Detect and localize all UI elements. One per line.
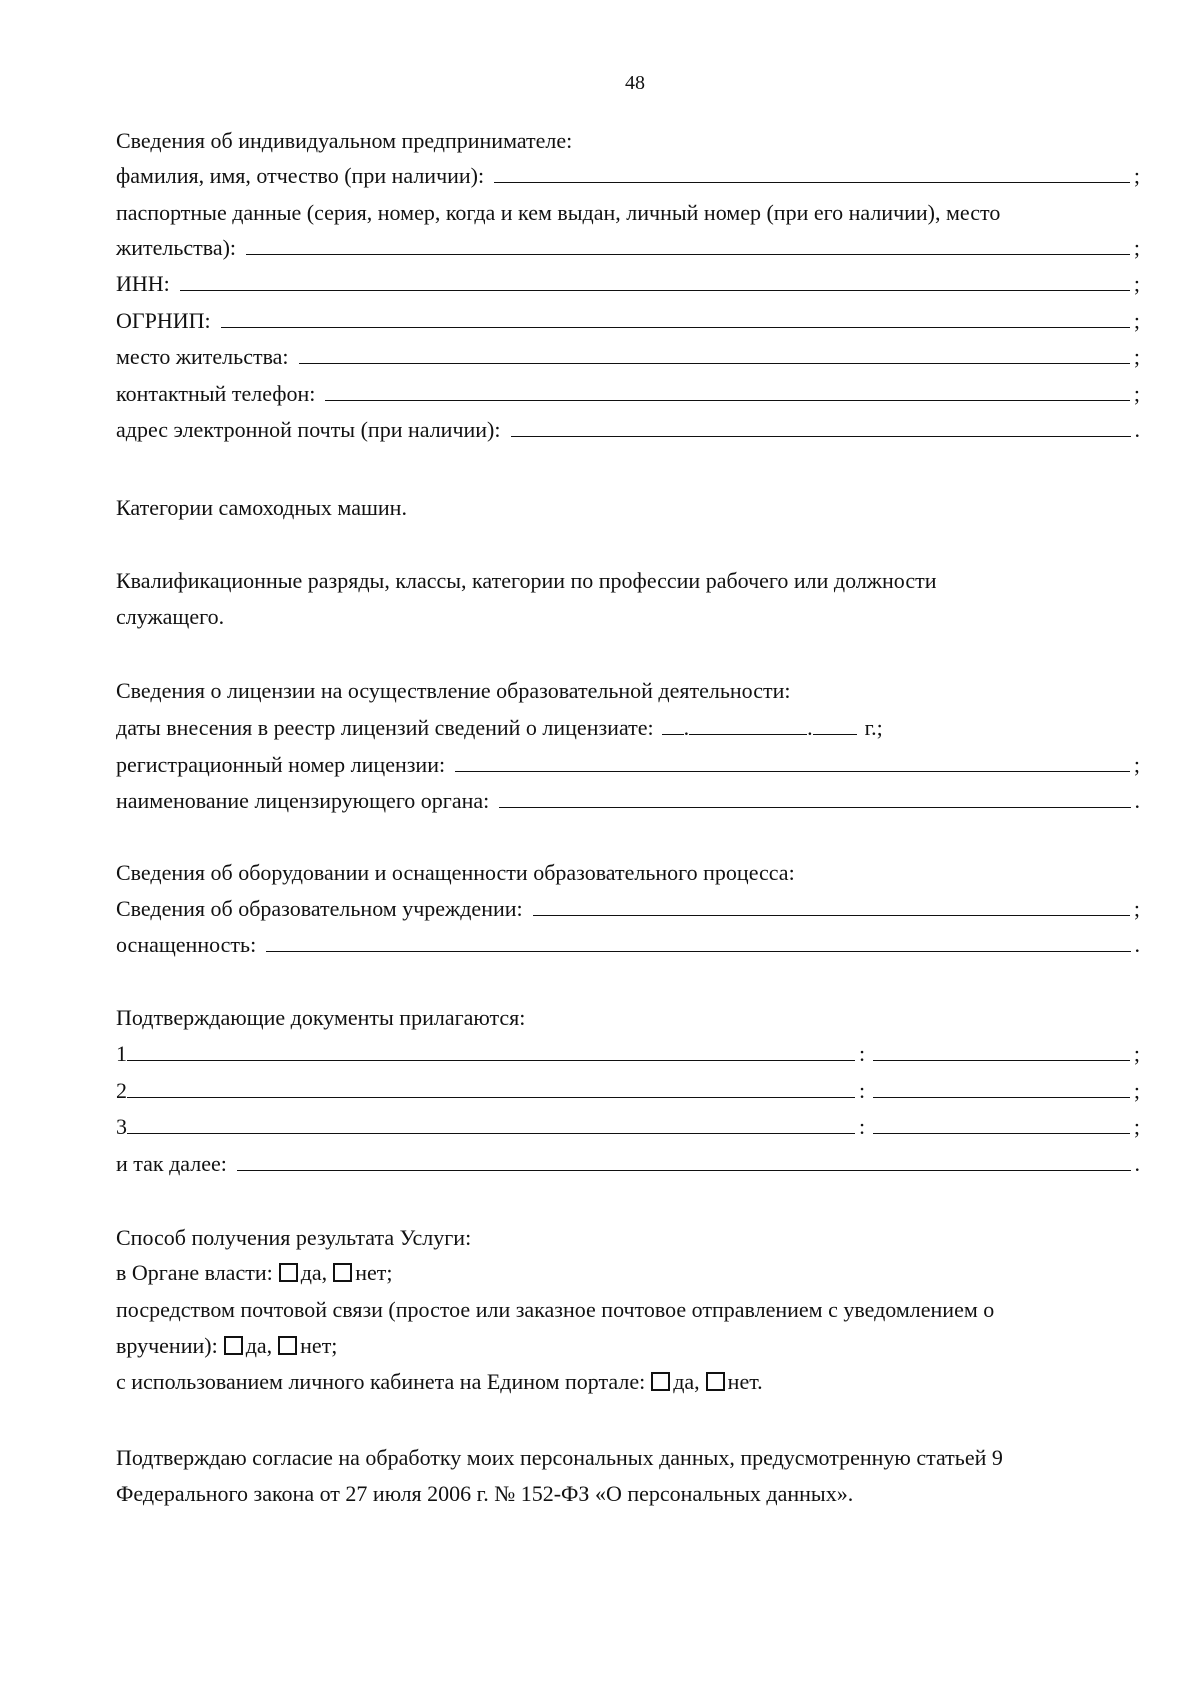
yes-label: да, [673, 1369, 700, 1394]
license-date-label: даты внесения в реестр лицензий сведений о лицензиате: [116, 715, 654, 740]
document-end: ; [1133, 1114, 1140, 1139]
email-field[interactable] [511, 414, 1131, 437]
inn-end: ; [1133, 271, 1140, 296]
consent-line-1: Подтверждаю согласие на обработку моих персональных данных, предусмотренную статьей 9 [116, 1445, 1003, 1470]
authority-option-row [116, 1260, 392, 1286]
portal-yes-checkbox[interactable] [651, 1372, 670, 1391]
license-year-field[interactable] [813, 712, 857, 735]
document-detail-field[interactable] [873, 1038, 1130, 1061]
entrepreneur-heading: Сведения об индивидуальном предпринимателе: [116, 128, 573, 153]
mail-option-label-1: посредством почтовой связи (простое или заказное почтовое отправлением с уведомлением о [116, 1297, 995, 1322]
ogrnip-row [116, 305, 1140, 341]
equipment-end: . [1134, 932, 1140, 957]
document-detail-field[interactable] [873, 1111, 1130, 1134]
residence-field[interactable] [299, 341, 1130, 364]
document-number: 3 [116, 1114, 127, 1139]
authority-yes-checkbox[interactable] [279, 1263, 298, 1282]
page-number: 48 [625, 72, 645, 94]
inn-field[interactable] [180, 268, 1130, 291]
no-label: нет; [355, 1260, 393, 1285]
license-authority-end: . [1134, 788, 1140, 813]
document-detail-field[interactable] [873, 1075, 1130, 1098]
license-authority-field[interactable] [499, 785, 1130, 808]
document-colon: : [859, 1114, 866, 1139]
phone-end: ; [1133, 381, 1140, 406]
mail-no-checkbox[interactable] [278, 1336, 297, 1355]
equipment-field[interactable] [266, 929, 1130, 952]
mail-yes-checkbox[interactable] [224, 1336, 243, 1355]
fio-end: ; [1133, 163, 1140, 188]
consent-line-2: Федерального закона от 27 июля 2006 г. № 152-ФЗ «О персональных данных». [116, 1481, 854, 1506]
email-end: . [1134, 417, 1140, 442]
passport-field[interactable] [246, 232, 1130, 255]
mail-option-row [116, 1333, 337, 1359]
document-colon: : [859, 1078, 866, 1103]
authority-no-checkbox[interactable] [333, 1263, 352, 1282]
residence-end: ; [1133, 344, 1140, 369]
fio-row [116, 160, 1140, 196]
license-day-field[interactable] [662, 712, 684, 735]
residence-row [116, 341, 1140, 377]
portal-option-row [116, 1369, 763, 1395]
institution-field[interactable] [533, 893, 1130, 916]
yes-label: да, [245, 1333, 273, 1358]
mail-option-label-2: вручении): [116, 1333, 218, 1358]
document-end: ; [1133, 1078, 1140, 1103]
email-row [116, 414, 1140, 450]
phone-field[interactable] [325, 378, 1130, 401]
inn-label: ИНН: [116, 271, 170, 296]
document-end: ; [1133, 1041, 1140, 1066]
document-name-field[interactable] [127, 1038, 855, 1061]
institution-label: Сведения об образовательном учреждении: [116, 896, 523, 921]
document-number: 1 [116, 1041, 127, 1066]
license-heading: Сведения о лицензии на осуществление образовательной деятельности: [116, 678, 791, 703]
documents-etc-end: . [1134, 1151, 1140, 1176]
passport-label-2: жительства): [116, 235, 237, 260]
license-month-field[interactable] [689, 712, 807, 735]
fio-label: фамилия, имя, отчество (при наличии): [116, 163, 485, 188]
equipment-row [116, 929, 1140, 965]
portal-no-checkbox[interactable] [706, 1372, 725, 1391]
document-name-field[interactable] [127, 1075, 855, 1098]
document-name-field[interactable] [127, 1111, 855, 1134]
document-row [116, 1111, 1140, 1147]
passport-row [116, 232, 1140, 268]
no-label: нет; [300, 1333, 338, 1358]
ogrnip-field[interactable] [221, 305, 1130, 328]
license-number-row [116, 749, 1140, 785]
phone-row [116, 378, 1140, 414]
ogrnip-end: ; [1133, 308, 1140, 333]
residence-label: место жительства: [116, 344, 289, 369]
qualification-line-2: служащего. [116, 604, 225, 629]
license-authority-label: наименование лицензирующего органа: [116, 788, 490, 813]
fio-field[interactable] [494, 160, 1130, 183]
document-colon: : [859, 1041, 866, 1066]
license-number-end: ; [1133, 752, 1140, 777]
authority-option-label: в Органе власти: [116, 1260, 273, 1285]
ogrnip-label: ОГРНИП: [116, 308, 211, 333]
no-label: нет. [727, 1369, 763, 1394]
license-date-row: даты внесения в реестр лицензий сведений о лицензиате: . . г.; [116, 712, 1140, 748]
license-number-field[interactable] [455, 749, 1130, 772]
documents-etc-field[interactable] [237, 1148, 1131, 1171]
result-heading: Способ получения результата Услуги: [116, 1225, 472, 1250]
inn-row [116, 268, 1140, 304]
equipment-label: оснащенность: [116, 932, 257, 957]
equipment-heading: Сведения об оборудовании и оснащенности образовательного процесса: [116, 860, 795, 885]
document-number: 2 [116, 1078, 127, 1103]
qualification-line-1: Квалификационные разряды, классы, категории по профессии рабочего или должности [116, 568, 937, 593]
document-row [116, 1075, 1140, 1111]
license-year-suffix: г.; [864, 715, 883, 740]
email-label: адрес электронной почты (при наличии): [116, 417, 501, 442]
documents-etc-row [116, 1148, 1140, 1184]
passport-label-1: паспортные данные (серия, номер, когда и кем выдан, личный номер (при его наличии), место [116, 200, 1001, 225]
yes-label: да, [300, 1260, 328, 1285]
license-authority-row [116, 785, 1140, 821]
passport-end: ; [1133, 235, 1140, 260]
portal-option-label: с использованием личного кабинета на Едином портале: [116, 1369, 646, 1394]
document-row [116, 1038, 1140, 1074]
institution-end: ; [1133, 896, 1140, 921]
documents-etc-label: и так далее: [116, 1151, 227, 1176]
documents-heading: Подтверждающие документы прилагаются: [116, 1005, 526, 1030]
categories-text: Категории самоходных машин. [116, 495, 407, 520]
phone-label: контактный телефон: [116, 381, 316, 406]
institution-row [116, 893, 1140, 929]
license-number-label: регистрационный номер лицензии: [116, 752, 446, 777]
